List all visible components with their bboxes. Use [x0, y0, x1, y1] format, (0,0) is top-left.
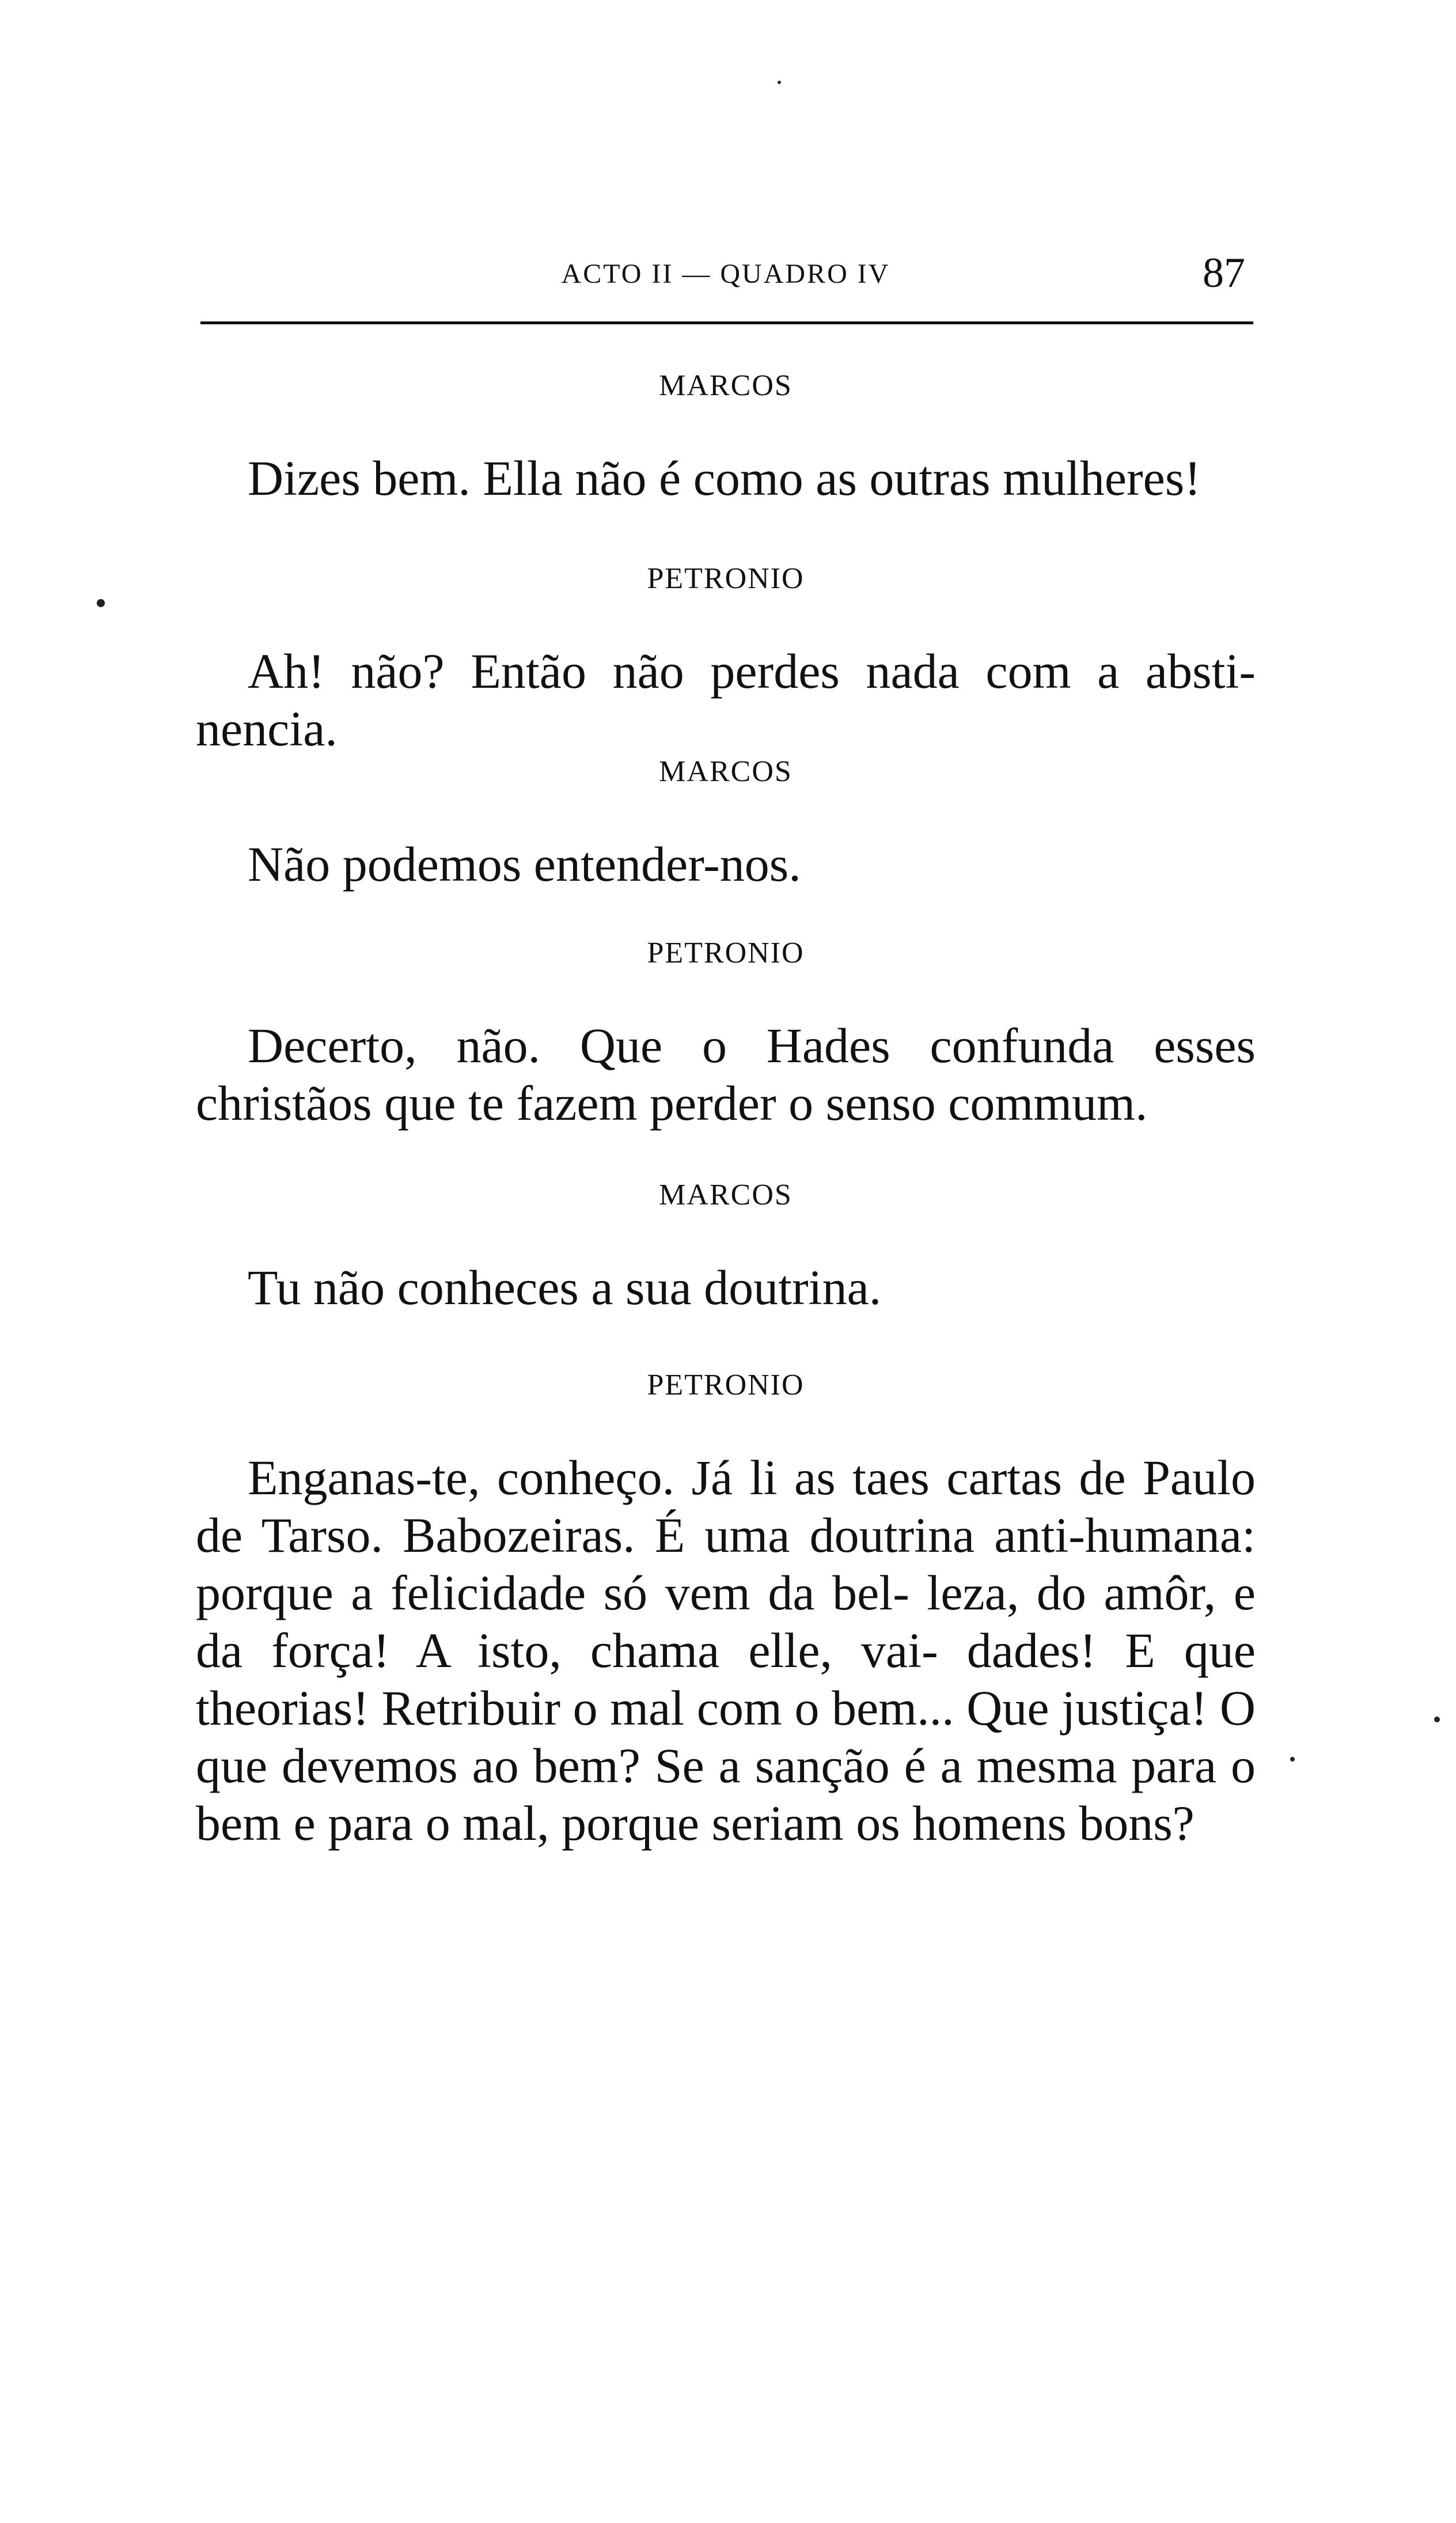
running-head	[196, 249, 1256, 300]
speech-text: Não podemos entender-nos.	[248, 836, 801, 892]
scan-speck	[778, 81, 781, 84]
scan-speck	[1290, 1757, 1295, 1761]
speaker-name: MARCOS	[659, 755, 793, 788]
speaker-name: PETRONIO	[647, 937, 805, 969]
scan-speck	[97, 599, 105, 607]
speaker-name: PETRONIO	[647, 1369, 805, 1401]
speaker-name: MARCOS	[659, 369, 793, 402]
running-title: ACTO II — QUADRO IV	[561, 259, 890, 289]
speaker-name: MARCOS	[659, 1179, 793, 1211]
speech-text: Enganas-te, conheço. Já li as taes cartas de Paulo de Tarso. Babozeiras. É uma doutrina anti-humana: porque a felicidade só vem da bel- leza, do amôr, e da força! A isto, chama elle, vai- dades! E que theorias! Retribuir o mal com o bem... Que justiça! O que devemos ao bem? Se a sanção é a mesma para o bem e para o mal, porque seriam os homens bons?	[196, 1450, 1256, 1851]
header-rule	[200, 321, 1253, 324]
speech-text: Ah! não? Então não perdes nada com a absti- nencia.	[196, 643, 1256, 756]
scan-speck	[1434, 1717, 1440, 1722]
page-number: 87	[1203, 249, 1245, 297]
speech-text: Tu não conheces a sua doutrina.	[248, 1260, 882, 1315]
speaker-name: PETRONIO	[647, 562, 805, 595]
speech-text: Dizes bem. Ella não é como as outras mulheres!	[248, 450, 1201, 506]
speech-text: Decerto, não. Que o Hades confunda esses christãos que te fazem perder o senso commum.	[196, 1018, 1256, 1131]
